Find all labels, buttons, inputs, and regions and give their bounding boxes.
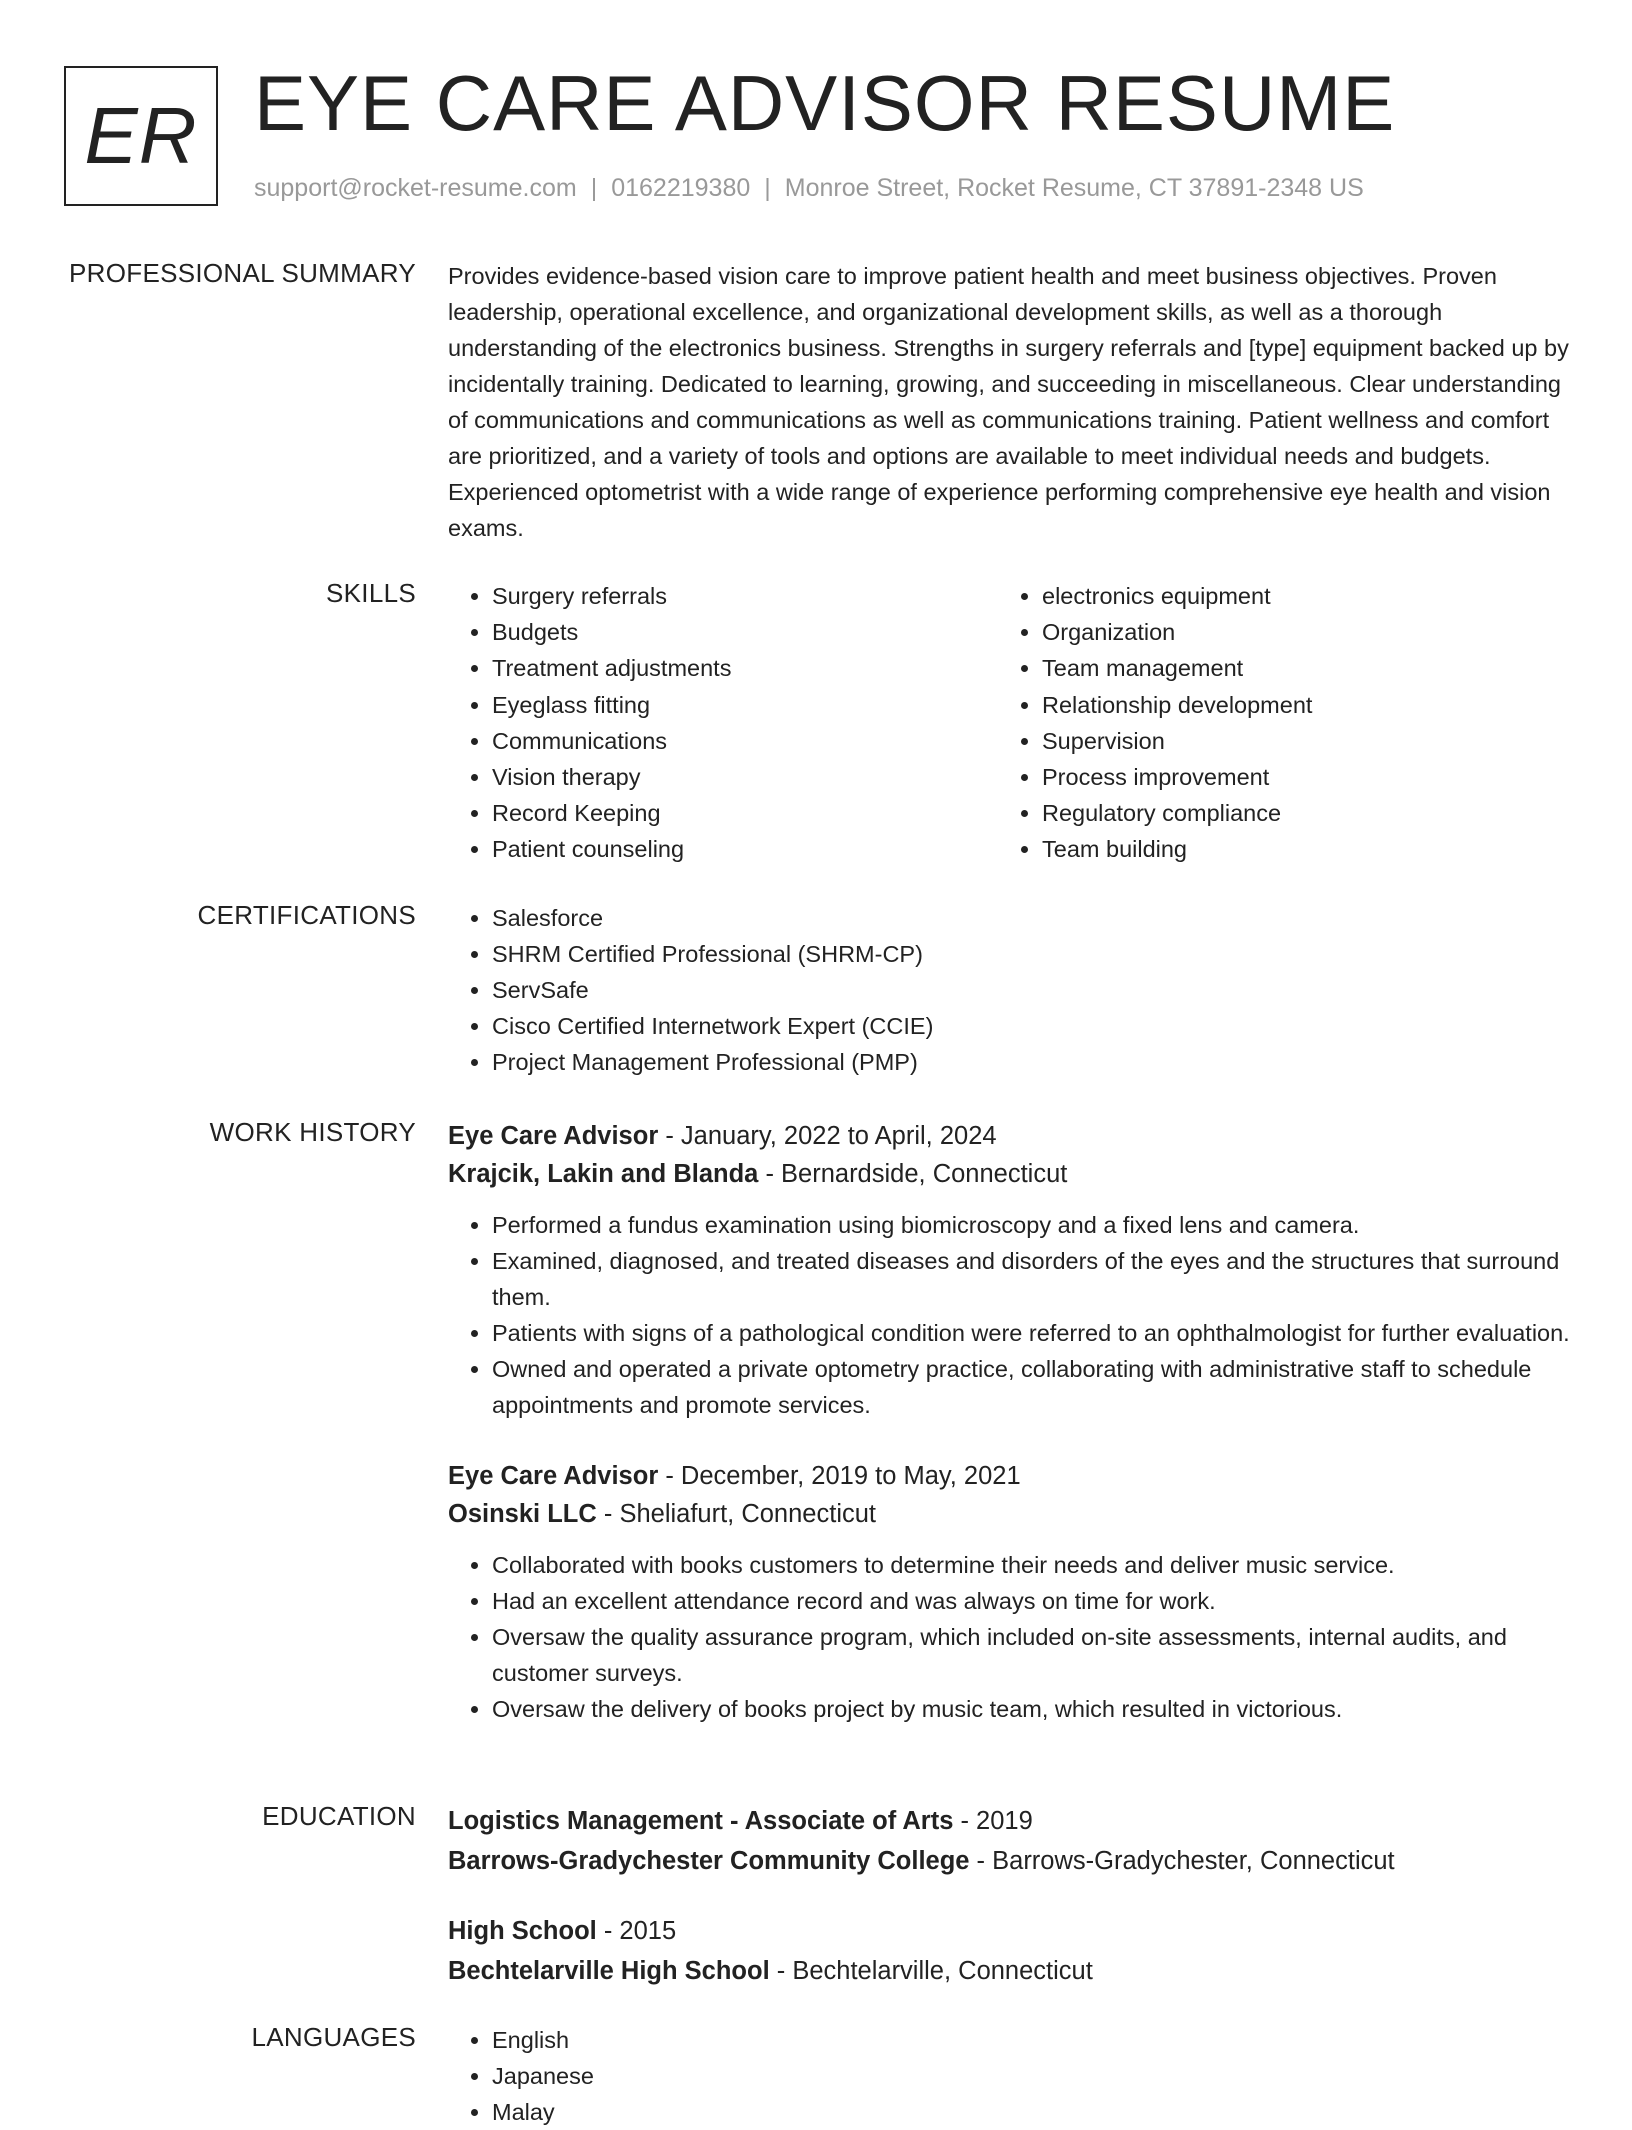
education-entry — [448, 1801, 1574, 1881]
education-content — [448, 1801, 1574, 1991]
list-item: • Communications — [492, 723, 998, 759]
contact-address: Monroe Street, Rocket Resume, CT 37891-2348 US — [784, 174, 1364, 202]
contact-email: support@rocket-resume.com — [254, 174, 577, 202]
section-label-languages: LANGUAGES — [251, 2022, 416, 2052]
education-year: - 2015 — [596, 1917, 677, 1945]
summary-content — [448, 258, 1574, 546]
job-title: Eye Care Advisor — [448, 1462, 659, 1490]
list-item: • Eyeglass fitting — [492, 687, 998, 723]
list-item: • Treatment adjustments — [492, 650, 998, 686]
monogram-logo: ER — [64, 66, 218, 206]
contact-phone: 0162219380 — [611, 174, 751, 202]
job-bullets — [448, 1207, 1574, 1423]
section-label-education: EDUCATION — [262, 1801, 416, 1831]
list-item: • Process improvement — [1042, 759, 1548, 795]
contact-line — [254, 174, 1364, 203]
languages-content — [448, 2022, 1574, 2130]
education-location: - Barrows-Gradychester, Connecticut — [969, 1847, 1395, 1875]
job-dates: - December, 2019 to May, 2021 — [658, 1462, 1021, 1490]
education-school-line — [448, 1951, 1574, 1991]
list-item: • Patient counseling — [492, 831, 998, 867]
resume-title: EYE CARE ADVISOR RESUME — [254, 59, 1396, 147]
education-entry — [448, 1911, 1574, 1991]
job-entry — [448, 1457, 1574, 1727]
education-location: - Bechtelarville, Connecticut — [769, 1957, 1093, 1985]
list-item: • Team management — [1042, 650, 1548, 686]
list-item: • Japanese — [492, 2058, 1574, 2094]
skills-column-2 — [998, 578, 1548, 868]
list-item: • Performed a fundus examination using biomicroscopy and a fixed lens and camera. — [492, 1207, 1574, 1243]
list-item: • Had an excellent attendance record and was always on time for work. — [492, 1583, 1574, 1619]
list-item: • Patients with signs of a pathological condition were referred to an ophthalmologist for further evaluation. — [492, 1315, 1574, 1351]
job-title-line — [448, 1117, 1574, 1155]
education-degree-line — [448, 1801, 1574, 1841]
job-company-line — [448, 1495, 1574, 1533]
list-item: • Organization — [1042, 614, 1548, 650]
education-degree: Logistics Management - Associate of Arts — [448, 1807, 954, 1835]
section-label-work: WORK HISTORY — [209, 1117, 416, 1147]
job-title: Eye Care Advisor — [448, 1122, 659, 1150]
list-item: • Owned and operated a private optometry practice, collaborating with administrative staff to schedule appointments and promote services. — [492, 1351, 1574, 1423]
list-item: • SHRM Certified Professional (SHRM-CP) — [492, 936, 1574, 972]
section-label-summary: PROFESSIONAL SUMMARY — [69, 258, 416, 288]
list-item: • Surgery referrals — [492, 578, 998, 614]
job-company: Krajcik, Lakin and Blanda — [448, 1160, 759, 1188]
list-item: • Oversaw the quality assurance program, which included on-site assessments, internal audits, and customer surveys. — [492, 1619, 1574, 1691]
list-item: • Supervision — [1042, 723, 1548, 759]
list-item: • Project Management Professional (PMP) — [492, 1044, 1574, 1080]
skills-content — [448, 578, 1574, 868]
education-year: - 2019 — [953, 1807, 1033, 1835]
list-item: • Vision therapy — [492, 759, 998, 795]
work-content — [448, 1117, 1574, 1727]
list-item: • Malay — [492, 2094, 1574, 2130]
skills-column-1 — [448, 578, 998, 868]
education-school: Bechtelarville High School — [448, 1957, 770, 1985]
list-item: • Team building — [1042, 831, 1548, 867]
job-company: Osinski LLC — [448, 1500, 597, 1528]
list-item: • ServSafe — [492, 972, 1574, 1008]
education-school-line — [448, 1841, 1574, 1881]
job-dates: - January, 2022 to April, 2024 — [658, 1122, 997, 1150]
list-item: • Budgets — [492, 614, 998, 650]
education-degree: High School — [448, 1917, 597, 1945]
education-school: Barrows-Gradychester Community College — [448, 1847, 970, 1875]
job-location: - Sheliafurt, Connecticut — [596, 1500, 876, 1528]
list-item: • Oversaw the delivery of books project by music team, which resulted in victorious. — [492, 1691, 1574, 1727]
job-location: - Bernardside, Connecticut — [758, 1160, 1068, 1188]
list-item: • Record Keeping — [492, 795, 998, 831]
resume-header — [64, 59, 1592, 210]
list-item: • Regulatory compliance — [1042, 795, 1548, 831]
list-item: • Salesforce — [492, 900, 1574, 936]
contact-separator: | — [764, 174, 771, 202]
summary-text: Provides evidence-based vision care to improve patient health and meet business objectives. Proven leadership, operational excellence, and organizational development skills, as well as a thorough understanding of the electronics business. Strengths in surgery referrals and [type] equipment backed up by incidentally training. Dedicated to learning, growing, and succeeding in miscellaneous. Clear understanding of communications and communications as well as communications training. Patient wellness and comfort are prioritized, and a variety of tools and options are available to meet individual needs and budgets. Experienced optometrist with a wide range of experience performing comprehensive eye health and vision exams. — [448, 263, 1569, 541]
job-bullets — [448, 1547, 1574, 1727]
list-item: • Cisco Certified Internetwork Expert (CCIE) — [492, 1008, 1574, 1044]
section-label-certifications: CERTIFICATIONS — [197, 900, 416, 930]
list-item: • Relationship development — [1042, 687, 1548, 723]
list-item: • Examined, diagnosed, and treated diseases and disorders of the eyes and the structures that surround them. — [492, 1243, 1574, 1315]
list-item: • English — [492, 2022, 1574, 2058]
job-entry — [448, 1117, 1574, 1423]
list-item: • electronics equipment — [1042, 578, 1548, 614]
contact-separator: | — [590, 174, 598, 202]
education-degree-line — [448, 1911, 1574, 1951]
job-title-line — [448, 1457, 1574, 1495]
certifications-content — [448, 900, 1574, 1080]
job-company-line — [448, 1155, 1574, 1193]
section-label-skills: SKILLS — [326, 578, 416, 608]
list-item: • Collaborated with books customers to determine their needs and deliver music service. — [492, 1547, 1574, 1583]
